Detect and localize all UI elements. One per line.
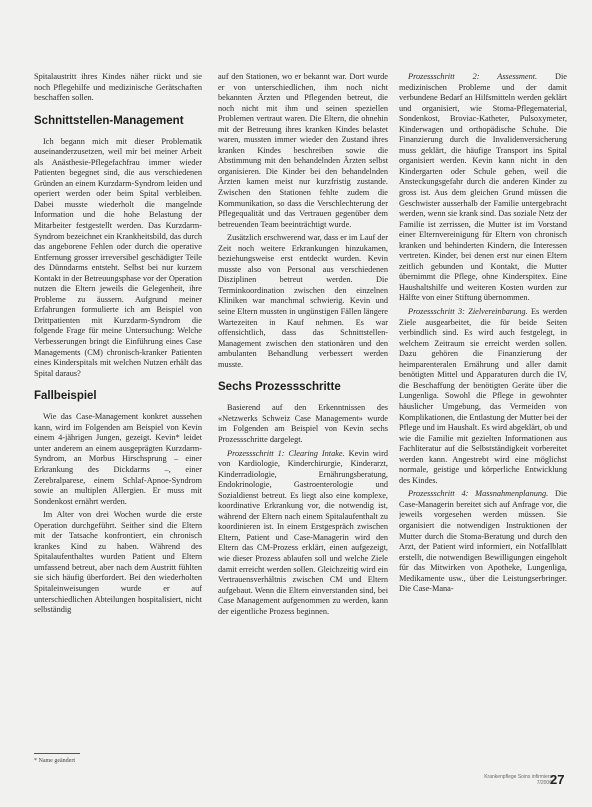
process-step-text: Es werden Ziele ausgearbeitet, die für beide Seiten verbindlich sind. Es wird auch festgelegt, in welchem Zeitraum sie erreicht werden sollen. Dazu gehören die Finanzierung der heimparenteralen Ernährung und aller damit benötigten Mittel und Apparaturen durch die IV, die Beschaffung der benötigten Geräte über die Lungenliga. Sowohl die Pflege in gewohnter häuslicher Umgebung, das Vermeiden von Komplikationen, die Entlastung der Mutter bei der Pflege und im Haushalt. Es wird abgeklärt, ob und wie die Familie mit gezielten Informationen aus Fachliteratur auf die Selbstständigkeit vorbereitet werden kann. Angestrebt wird eine möglichst normale, geistige und körperliche Entwicklung des Kindes.: [399, 307, 567, 485]
paragraph-process-step-3: [399, 307, 567, 486]
section-heading-case-example: Fallbeispiel: [34, 390, 97, 403]
paragraph: Wie das Case-Management konkret aussehen kann, wird im Folgenden am Beispiel von Kevin einem 4-jährigen Jungen, gezeigt. Kevin* leidet unter anderem an einem ausgeprägten Kurzdarm-Syndrom, an Morbus Hirschsprung – einer Erkrankung des Dickdarms –, einer Zerebralparese, einem Schlaf-Apnoe-Syndrom sowie an multiplen Allergien. Er muss mit Sondenkost ernährt werden.: [34, 412, 202, 506]
process-step-label: Prozessschritt 2: Assessment.: [408, 72, 538, 81]
footnote: * Name geändert: [34, 758, 75, 764]
paragraph-process-step-4: [399, 489, 567, 594]
text-column-2: [218, 72, 388, 620]
paragraph-process-step-1: [218, 449, 388, 618]
paragraph: Ich begann mich mit dieser Problematik auseinanderzusetzen, weil mir bei meiner Arbeit als Anästhesie-Pflegefachfrau immer wieder Patienten begegnet sind, die aus verschiedenen Gründen an einem Kurzdarm-Syndrom leiden und operiert werden oder beim Spital verbleiben. Dabei musste wiederholt die mangelnde Information und die hohe Belastung der Mitarbeiter festgestellt werden. Das Kurzdarm-Syndrom bezeichnet ein Krankheitsbild, das durch das angeborene Fehlen oder durch die operative Entfernung grosser irreversibel geschädigter Teile des Dünndarms entsteht. Selbst bei nur kurzem Kontakt in der Betreuungsphase vor der Operation nutzen die Eltern jeweils die Gelegenheit, ihre Probleme zu äussern. Aufgrund meiner Erfahrungen formulierte ich am Beispiel von Drittpatienten mit Kurzdarm-Syndrom die folgende Frage für meine Untersuchung: Welche Verbesserungen bringt die Einführung eines Case Managements (CM) chronisch-kranker Patienten eines Kinderspitals mit welchen Nutzen erhält das Spital daraus?: [34, 136, 202, 378]
section-heading-six-process-steps: Sechs Prozessschritte: [218, 381, 341, 394]
paragraph: Basierend auf den Erkenntnissen des «Netzwerks Schweiz Case Management» wurde im Folgenden am Beispiel von Kevin sechs Prozessschritte dargelegt.: [218, 403, 388, 444]
paragraph: Spitalaustritt ihres Kindes näher rückt und sie noch Pflegehilfe und medizinische Gerätschaften beschaffen sollen.: [34, 72, 202, 103]
text-column-1: [34, 72, 202, 619]
publication-footer: Krankenpflege Soins infirmiers 7/2006: [484, 774, 552, 786]
page-number: 27: [550, 772, 565, 787]
section-heading-interface-management: Schnittstellen-Management: [34, 114, 184, 127]
paragraph-process-step-2: [399, 72, 567, 304]
process-step-text: Die Case-Managerin bereitet sich auf Anfrage vor, die jeweils vorgesehen werden müssen. Sie organisiert die notwendigen Instruktionen der Mutter durch die Stoma-Beratung und durch den Arzt, der Patient wird informiert, ein Notfallblatt erstellt, die notwendigen Bewilligungen eingeholt für das Mitwirken von Apotheke, Lungenliga, Medikamente usw., über die Leistungserbringer. Die Case-Mana-: [399, 489, 567, 594]
process-step-label: Prozessschritt 4: Massnahmenplanung.: [408, 489, 549, 499]
process-step-text: Kevin wird von Kardiologie, Kinderchirurgie, Kinderarzt, Kinderradiologie, Ernährungsberatung, Endokrinologie, Gastroenterologie und Sozialdienst betreut. Es liegt also eine komplexe, koordinative Erkrankung vor, die notwendig ist, während der Eltern nach einem Spitalaufenthalt zu koordinieren ist. In einem Erstgespräch zwischen Eltern, Patient und Case-Managerin wird den Eltern das CM-Prozess erklärt, einen aufgezeigt, wie dieser Prozess ablaufen soll und welche Ziele damit erreicht werden sollen. Gleichzeitig wird ein Vertrauensverhältnis zwischen CM und Eltern aufgebaut. Wenn die Eltern einverstanden sind, bei Case Management aufgenommen zu werden, kann der eigentliche Prozess beginnen.: [218, 448, 388, 616]
process-step-label: Prozessschritt 3: Zielvereinbarung.: [408, 307, 528, 317]
paragraph: Zusätzlich erschwerend war, dass er im Lauf der Zeit noch weitere Erkrankungen hinzukamen, beziehungsweise erst entdeckt wurden. Kevin musste also von Personal aus verschiedenen Disziplinen betreut werden. Die Terminkoordination zwischen den einzelnen Kliniken war manchmal schwierig. Kevin und seine Eltern mussten in ungünstigen Fällen längere Wartezeiten in Kauf nehmen. Es war offensichtlich, dass das Schnittstellen-Management zwischen den stationären und den ambulanten Behandlung verbessert werden musste.: [218, 233, 388, 369]
paragraph: auf den Stationen, wo er bekannt war. Dort wurde er von unterschiedlichen, ihm noch nicht bekannten Ärzten und Pflegenden betreut, die noch nicht mit ihm und seinen speziellen Problemen vertraut waren. Die Eltern, die ohnehin mit der Betreuung ihres kranken Kindes belastet waren, mussten immer wieder den Zustand ihres kranken Kindes beschreiben sowie die Abstimmung mit den behandelnden Ärzten selbst organisieren. Die Kinder bei den behandelnden Ärzten kamen meist nur kurzfristig zustande. Zwischen den Stationen fehlte zudem die Kommunikation, so dass die Verschlechterung der Pflegequalität und das Vertrauen gegenüber dem betreuenden Team beeinträchtigt wurde.: [218, 72, 388, 229]
text-column-3: [399, 72, 567, 598]
footnote-divider: [34, 753, 80, 754]
process-step-text: Die medizinischen Probleme und der damit verbundene Bedarf an Hilfsmitteln werden geklärt und organisiert, wie Stoma-Pflegematerial, Sondenkost, Broviac-Katheter, Pulsoxymeter, Kinderwagen und orthopädische Schuhe. Die Finanzierung durch die Invalidenversicherung muss geklärt, die häufige Transport ins Spital organisiert werden. Kevin kann nicht in den Kindergarten oder Schule gehen, weil die Ansteckungsgefahr durch die anderen Kinder zu gross ist. Aus dem gleichen Grund müssen die Geschwister ausserhalb der Familie untergebracht werden, wenn sie krank sind. Das soziale Netz der Familie ist zerrissen, die Mutter ist im Vorstand einer Elternvereinigung für Eltern von chronisch kranken und behinderten Kindern, die Interessen vertreten. Kinder, bei denen erst nur einen Eltern zeitlich gebunden und Kontakt, die Mutter übernimmt die Pflege, ohne Kinderspitex. Eine Haushaltshilfe und weiteren Kosten wurden zur Hälfte von einer Stiftung übernommen.: [399, 72, 567, 303]
process-step-label: Prozessschritt 1: Clearing Intake.: [227, 448, 345, 458]
paragraph: Im Alter von drei Wochen wurde die erste Operation durchgeführt. Seither sind die Eltern mit der Tatsache konfrontiert, ein chronisch krankes Kind zu haben. Während des Spitalaufenthaltes wurden Patient und Eltern umfassend betreut, aber nach dem Austritt fühlten sie sich häufig überfordert. Bei den wiederholten Spitaleinweisungen wurde er auf unterschiedlichen Abteilungen hospitalisiert, nicht selbständig: [34, 510, 202, 615]
